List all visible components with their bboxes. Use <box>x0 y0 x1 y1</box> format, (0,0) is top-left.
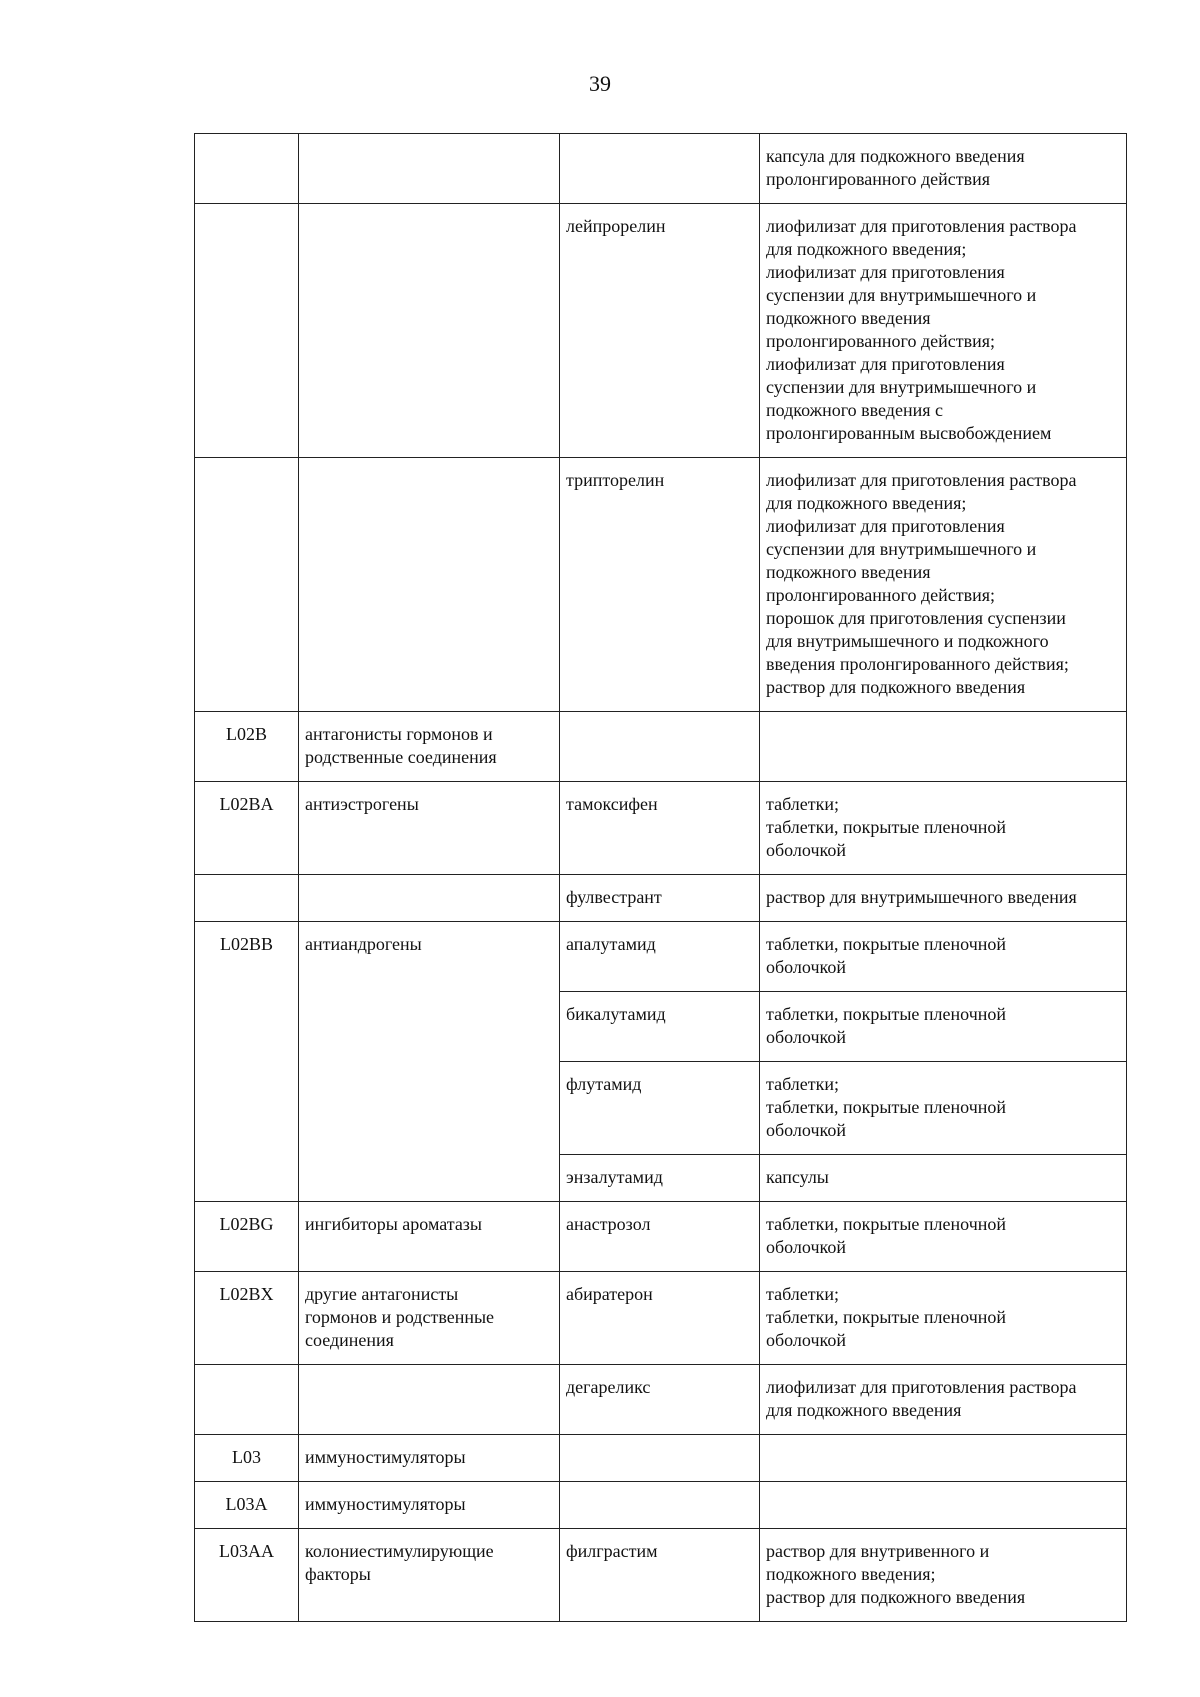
group-cell: антиандрогены <box>299 922 560 992</box>
dosage-form-cell: таблетки; таблетки, покрытые пленочной оболочкой <box>760 782 1127 875</box>
atc-code-cell: L02BG <box>195 1202 299 1272</box>
dosage-form-cell: таблетки; таблетки, покрытые пленочной оболочкой <box>760 1062 1127 1155</box>
table-row <box>195 1062 1127 1155</box>
atc-code-cell: L02B <box>195 712 299 782</box>
dosage-form-cell: лиофилизат для приготовления раствора для подкожного введения; лиофилизат для приготовления суспензии для внутримышечного и подкожного введения пролонгированного действия; лиофилизат для приготовления суспензии для внутримышечного и подкожного введения с пролонгированным высвобождением <box>760 204 1127 458</box>
atc-code-cell: L02BX <box>195 1272 299 1365</box>
dosage-form-cell <box>760 712 1127 782</box>
atc-code-cell <box>195 458 299 712</box>
dosage-form-cell: капсулы <box>760 1155 1127 1202</box>
group-cell <box>299 1365 560 1435</box>
group-cell: антиэстрогены <box>299 782 560 875</box>
atc-code-cell: L03A <box>195 1482 299 1529</box>
table-row <box>195 922 1127 992</box>
table-row <box>195 458 1127 712</box>
atc-code-cell <box>195 134 299 204</box>
drug-cell: абиратерон <box>560 1272 760 1365</box>
atc-code-cell: L02BA <box>195 782 299 875</box>
dosage-form-cell: лиофилизат для приготовления раствора для подкожного введения; лиофилизат для приготовления суспензии для внутримышечного и подкожного введения пролонгированного действия; порошок для приготовления суспензии для внутримышечного и подкожного введения пролонгированного действия; раствор для подкожного введения <box>760 458 1127 712</box>
table-row <box>195 134 1127 204</box>
group-cell <box>299 458 560 712</box>
drug-cell: лейпрорелин <box>560 204 760 458</box>
atc-code-cell: L02BB <box>195 922 299 992</box>
group-cell <box>299 1155 560 1202</box>
table-row <box>195 782 1127 875</box>
dosage-form-cell: лиофилизат для приготовления раствора для подкожного введения <box>760 1365 1127 1435</box>
group-cell: иммуностимуляторы <box>299 1482 560 1529</box>
table-row <box>195 1202 1127 1272</box>
table-row <box>195 204 1127 458</box>
drug-cell: энзалутамид <box>560 1155 760 1202</box>
atc-code-cell <box>195 1365 299 1435</box>
atc-code-cell <box>195 992 299 1062</box>
drug-cell: трипторелин <box>560 458 760 712</box>
drug-table <box>194 133 1127 1622</box>
drug-cell: дегареликс <box>560 1365 760 1435</box>
atc-code-cell <box>195 1062 299 1155</box>
table-row <box>195 1155 1127 1202</box>
group-cell: колониестимулирующие факторы <box>299 1529 560 1622</box>
group-cell: антагонисты гормонов и родственные соединения <box>299 712 560 782</box>
atc-code-cell <box>195 1155 299 1202</box>
group-cell: иммуностимуляторы <box>299 1435 560 1482</box>
group-cell <box>299 875 560 922</box>
drug-cell: фулвестрант <box>560 875 760 922</box>
atc-code-cell: L03 <box>195 1435 299 1482</box>
table-row <box>195 1272 1127 1365</box>
group-cell: другие антагонисты гормонов и родственные соединения <box>299 1272 560 1365</box>
table-row <box>195 875 1127 922</box>
dosage-form-cell: раствор для внутривенного и подкожного введения; раствор для подкожного введения <box>760 1529 1127 1622</box>
dosage-form-cell: таблетки, покрытые пленочной оболочкой <box>760 992 1127 1062</box>
drug-cell: флутамид <box>560 1062 760 1155</box>
group-cell <box>299 204 560 458</box>
dosage-form-cell <box>760 1435 1127 1482</box>
table-row <box>195 1482 1127 1529</box>
drug-cell: тамоксифен <box>560 782 760 875</box>
group-cell <box>299 1062 560 1155</box>
drug-cell <box>560 712 760 782</box>
dosage-form-cell <box>760 1482 1127 1529</box>
drug-cell <box>560 134 760 204</box>
dosage-form-cell: капсула для подкожного введения пролонгированного действия <box>760 134 1127 204</box>
drug-cell: анастрозол <box>560 1202 760 1272</box>
atc-code-cell <box>195 204 299 458</box>
drug-cell: апалутамид <box>560 922 760 992</box>
dosage-form-cell: таблетки; таблетки, покрытые пленочной оболочкой <box>760 1272 1127 1365</box>
group-cell <box>299 134 560 204</box>
table-row <box>195 1365 1127 1435</box>
page-number: 39 <box>589 71 611 96</box>
atc-code-cell <box>195 875 299 922</box>
drug-cell <box>560 1482 760 1529</box>
dosage-form-cell: таблетки, покрытые пленочной оболочкой <box>760 1202 1127 1272</box>
dosage-form-cell: таблетки, покрытые пленочной оболочкой <box>760 922 1127 992</box>
group-cell <box>299 992 560 1062</box>
group-cell: ингибиторы ароматазы <box>299 1202 560 1272</box>
drug-cell: филграстим <box>560 1529 760 1622</box>
drug-cell: бикалутамид <box>560 992 760 1062</box>
table-row <box>195 1529 1127 1622</box>
table-row <box>195 992 1127 1062</box>
table-row <box>195 712 1127 782</box>
table-row <box>195 1435 1127 1482</box>
atc-code-cell: L03AA <box>195 1529 299 1622</box>
drug-cell <box>560 1435 760 1482</box>
dosage-form-cell: раствор для внутримышечного введения <box>760 875 1127 922</box>
